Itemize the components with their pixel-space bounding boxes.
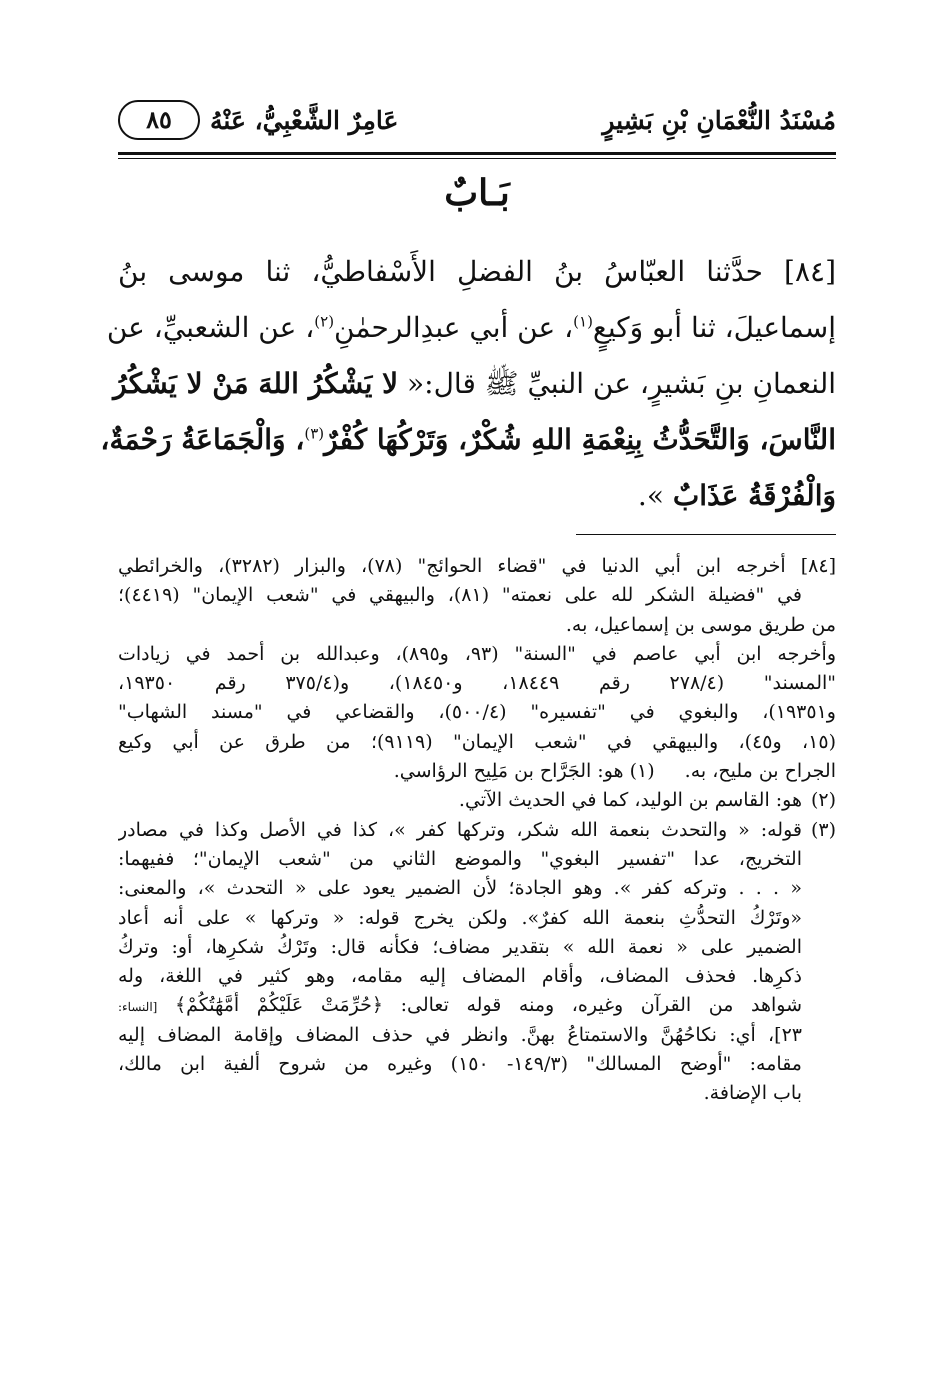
- footnote-line: مقامه: "أوضح المسالك" (١٤٩/٣- ١٥٠) وغيره من شروح ألفية ابن مالك،: [118, 1053, 802, 1076]
- header-rule-thin: [118, 158, 836, 159]
- footnotes: [118, 552, 836, 1109]
- footnote-line: و١٩٣٥١)، والبغوي في "تفسيره" (٥٠٠/٤)، والقضاعي في "مسند الشهاب": [118, 701, 836, 724]
- footnote-line: (١٥، و٤٥)، والبيهقي في "شعب الإيمان" (٩١١٩)؛ من طرق عن أبي وكيع: [118, 730, 836, 753]
- chapter-title: عَامِرٌ الشَّعْبِيُّ، عَنْهُ: [210, 106, 399, 135]
- footnote-ref-2[interactable]: (٢): [314, 312, 335, 331]
- footnote-line: « . . . وتركه كفر ». وهو الجادة؛ لأن الضمير يعود على « التحدث »، والمعنى:: [118, 877, 802, 900]
- page-number: ٨٥: [118, 100, 200, 140]
- main-line-2: إسماعيلَ، ثنا أبو وَكيعٍ$^{(١)}$، عن أبي عبدِالرحمٰنِ$^{(٢)}$، عن الشعبيِّ، عن: [106, 311, 836, 344]
- main-line-4: النَّاسَ، وَالتَّحَدُّثُ بِنِعْمَةِ اللهِ شُكْرٌ، وَتَرْكُهَا كُفْرٌ$^{(٣)}$، وَالْجَمَاعَةُ رَحْمَةٌ،: [100, 423, 836, 456]
- footnote-3: (٣)قوله: « والتحدث بنعمة الله شكر، وتركها كفر »، كذا في الأصل وكذا في مصادر: [118, 818, 836, 841]
- footnote-line: [٨٤] أخرجه ابن أبي الدنيا في "قضاء الحوائج" (٧٨)، والبزار (٣٢٨٢)، والخرائطي: [118, 555, 836, 577]
- footnote-line: شواهد من القرآن وغيره، ومنه قوله تعالى: ﴿حُرِّمَتْ عَلَيْكُمْ أُمَّهَٰتُكُمْ﴾ [النساء:: [118, 994, 802, 1017]
- footnote-line: التخريج، عدا "تفسير البغوي" والموضع الثاني من "شعب الإيمان"؛ ففيهما:: [118, 847, 802, 870]
- page-header: [118, 100, 836, 150]
- footnote-line: في "فضيلة الشكر لله على نعمته" (٨١)، والبيهقي في "شعب الإيمان" (٤٤١٩)؛: [118, 584, 802, 607]
- hadith-text: [100, 244, 836, 524]
- footnote-2: (٢)هو: القاسم بن الوليد، كما في الحديث الآتي.: [458, 789, 836, 812]
- footnote-line: الضمير على « نعمة الله » بتقدير مضاف؛ فكأنه قال: وتَرْكُ شكرِها، أو: وتركُ: [118, 935, 802, 958]
- footnote-separator: [576, 534, 836, 535]
- quran-reference: [النساء:: [118, 1000, 158, 1015]
- main-line-5: وَالْفُرْقَةُ عَذَابٌ ».: [637, 479, 836, 512]
- section-heading: بَـابٌ: [444, 172, 510, 214]
- header-rule: [118, 152, 836, 155]
- footnote-ref-3[interactable]: (٣): [304, 424, 325, 443]
- footnote-line: "المسند" (٢٧٨/٤ رقم ١٨٤٤٩، و١٨٤٥٠)، و(٣٧٥/٤ رقم ١٩٣٥٠،: [118, 672, 836, 695]
- main-line-1: [٨٤] حدَّثنا العبّاسُ بنُ الفضلِ الأَسْفاطيُّ، ثنا موسى بنُ: [118, 255, 836, 288]
- footnote-line: وأخرجه ابن أبي عاصم في "السنة" (٩٣، و٨٩٥)، وعبدالله بن أحمد في زيادات: [118, 642, 836, 665]
- footnote-line: ذكرِها. فحذف المضاف، وأقام المضاف إليه مقامه، وهو كثير في اللغة، وله: [118, 965, 802, 988]
- footnote-1: (١) هو: الجَرَّاح بن مَلِيح الرؤاسي.: [393, 760, 655, 783]
- footnote-line: من طريق موسى بن إسماعيل، به.: [565, 613, 836, 636]
- footnote-line: ٢٣]، أي: نكاحُهُنَّ والاستمتاعُ بهنَّ. وانظر في حذف المضاف وإقامة المضاف إليه: [118, 1023, 802, 1046]
- footnote-line: الجراح بن مليح، به.(١) هو: الجَرَّاح بن مَلِيح الرؤاسي.: [393, 760, 836, 783]
- footnote-line: باب الإضافة.: [703, 1082, 802, 1105]
- footnote-line: «وتَرْكُ التحدُّثِ بنعمة الله كفرٌ». ولكن يخرج قوله: « وتركها » على أنه أعاد: [118, 906, 802, 929]
- main-line-3: النعمانِ بنِ بَشيرٍ، عن النبيِّ ﷺ قال:« لا يَشْكُرُ اللهَ مَنْ لا يَشْكُرُ: [113, 367, 836, 400]
- footnote-ref-1[interactable]: (١): [573, 312, 593, 331]
- book-title: مُسْنَدُ النُّعْمَانِ بْنِ بَشِيرٍ: [602, 106, 836, 135]
